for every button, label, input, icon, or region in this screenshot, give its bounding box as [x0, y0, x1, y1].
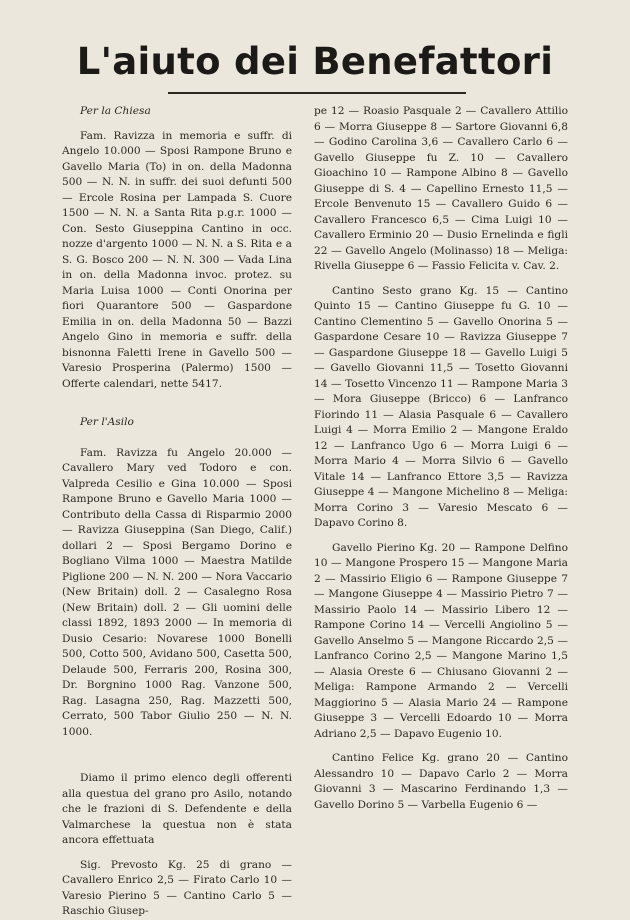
right-column — [314, 104, 568, 813]
paragraph-gavello-pierino: Gavello Pierino Kg. 20 — Rampone Delfino 10 — Mangone Prospero 15 — Mangone Maria 2 — Massirio Eligio 6 — Rampone Giuseppe 7 — Mangone Giuseppe 4 — Massirio Pietro 7 — Massirio Paolo 14 — Massirio Libero 12 — Rampone Corino 14 — Vercelli Angiolino 5 — Gavello Anselmo 5 — Mangone Riccardo 2,5 — Lanfranco Corino 2,5 — Mangone Marino 1,5 — Alasia Oreste 6 — Chiusano Giovanni 2 — Meliga: Rampone Armando 2 — Vercelli Maggiorino 5 — Alasia Mario 24 — Rampone Giuseppe 3 — Vercelli Edoardo 10 — Morra Adriano 2,5 — Dapavo Eugenio 10. — [314, 541, 568, 740]
paragraph-cantino-felice: Cantino Felice Kg. grano 20 — Cantino Alessandro 10 — Dapavo Carlo 2 — Morra Giovanni 3 — Mascarino Ferdinando 1,3 — Gavello Dorino 5 — Varbella Eugenio 6 — — [314, 752, 568, 811]
section-heading-asilo: Per l'Asilo — [80, 416, 134, 428]
paragraph-cantino-sesto: Cantino Sesto grano Kg. 15 — Cantino Quinto 15 — Cantino Giuseppe fu G. 10 — Cantino Clementino 5 — Gavello Onorina 5 — Gaspardone Cesare 10 — Ravizza Giuseppe 7 — Gaspardone Giuseppe 18 — Gavello Luigi 5 — Gavello Giovanni 11,5 — Tosetto Giovanni 14 — Tosetto Vincenzo 11 — Rampone Maria 3 — Mora Giuseppe (Bricco) 6 — Lanfranco Fiorindo 11 — Alasia Pasquale 6 — Cavallero Luigi 4 — Morra Emilio 2 — Mangone Eraldo 12 — Lanfranco Ugo 6 — Morra Luigi 6 — Morra Mario 4 — Morra Silvio 6 — Gavello Vitale 14 — Lanfranco Ettore 3,5 — Ravizza Giuseppe 4 — Mangone Michelino 8 — Meliga: Morra Corino 3 — Varesio Mescato 6 — Dapavo Corino 8. — [314, 284, 568, 529]
page-title: L'aiuto dei Benefattori — [76, 40, 554, 83]
title-underline — [168, 92, 466, 94]
paragraph-asilo: Fam. Ravizza fu Angelo 20.000 — Cavallero Mary ved Todoro e con. Valpreda Cesilio e Gina 10.000 — Sposi Rampone Bruno e Gavello Maria 1000 — Contributo della Cassa di Risparmio 2000 — Ravizza Giuseppina (San Diego, Calif.) dollari 2 — Sposi Bergamo Dorino e Bogliano Vilma 1000 — Maestra Matilde Piglione 200 — N. N. 200 — Nora Vaccario (New Britain) doll. 2 — Casalegno Rosa (New Britain) doll. 2 — Gli uomini delle classi 1892, 1893 2000 — In memoria di Dusio Cesario: Novarese 1000 Bonelli 500, Cotto 500, Avidano 500, Casetta 500, Delaude 500, Ferraris 200, Rosina 300, Dr. Borgnino 1000 Rag. Vanzone 500, Rag. Lasagna 250, Rag. Mazzetti 500, Cerrato, 500 Tabor Giulio 250 — N. N. 1000. — [62, 446, 292, 738]
left-column — [62, 104, 292, 920]
paragraph-chiesa: Fam. Ravizza in memoria e suffr. di Angelo 10.000 — Sposi Rampone Bruno e Gavello Maria (To) in on. della Madonna 500 — N. N. in suffr. dei suoi defunti 500 — Ercole Rosina per Lampada S. Cuore 1500 — N. N. a Santa Rita p.g.r. 1000 — Con. Sesto Giuseppina Cantino in occ. nozze d'argento 1000 — N. N. a S. Rita e a S. G. Bosco 200 — N. N. 300 — Vada Lina in on. della Madonna invoc. protez. su Maria Luisa 1000 — Conti Onorina per fiori Quarantore 500 — Gaspardone Emilia in on. della Madonna 50 — Bazzi Angelo Gino in memoria e suffr. della bisnonna Faletti Irene in Gavello 500 — Varesio Prosperina (Palermo) 1500 — Offerte calendari, nette 5417. — [62, 129, 292, 390]
paragraph-grano-continued: pe 12 — Roasio Pasquale 2 — Cavallero Attilio 6 — Morra Giuseppe 8 — Sartore Giovanni 6,8 — Godino Carolina 3,6 — Cavallero Carlo 6 — Gavello Giuseppe fu Z. 10 — Cavallero Gioachino 10 — Rampone Albino 8 — Gavello Giuseppe di S. 4 — Capellino Ernesto 11,5 — Ercole Benvenuto 15 — Cavallero Guido 6 — Cavallero Francesco 6,5 — Cima Luigi 10 — Cavallero Erminio 20 — Dusio Ernelinda e figli 22 — Gavello Angelo (Molinasso) 18 — Meliga: Rivella Giuseppe 6 — Fassio Felicita v. Cav. 2. — [314, 105, 568, 272]
section-heading-chiesa: Per la Chiesa — [80, 105, 151, 117]
paragraph-intro-questua: Diamo il primo elenco degli offerenti alla questua del grano pro Asilo, notando che le frazioni di S. Defendente e della Valmarchese la questua non è stata ancora effettuata — [62, 772, 292, 846]
paragraph-grano-start: Sig. Prevosto Kg. 25 di grano — Cavallero Enrico 2,5 — Firato Carlo 10 — Varesio Pierino 5 — Cantino Carlo 5 — Raschio Giusep- — [62, 858, 292, 917]
